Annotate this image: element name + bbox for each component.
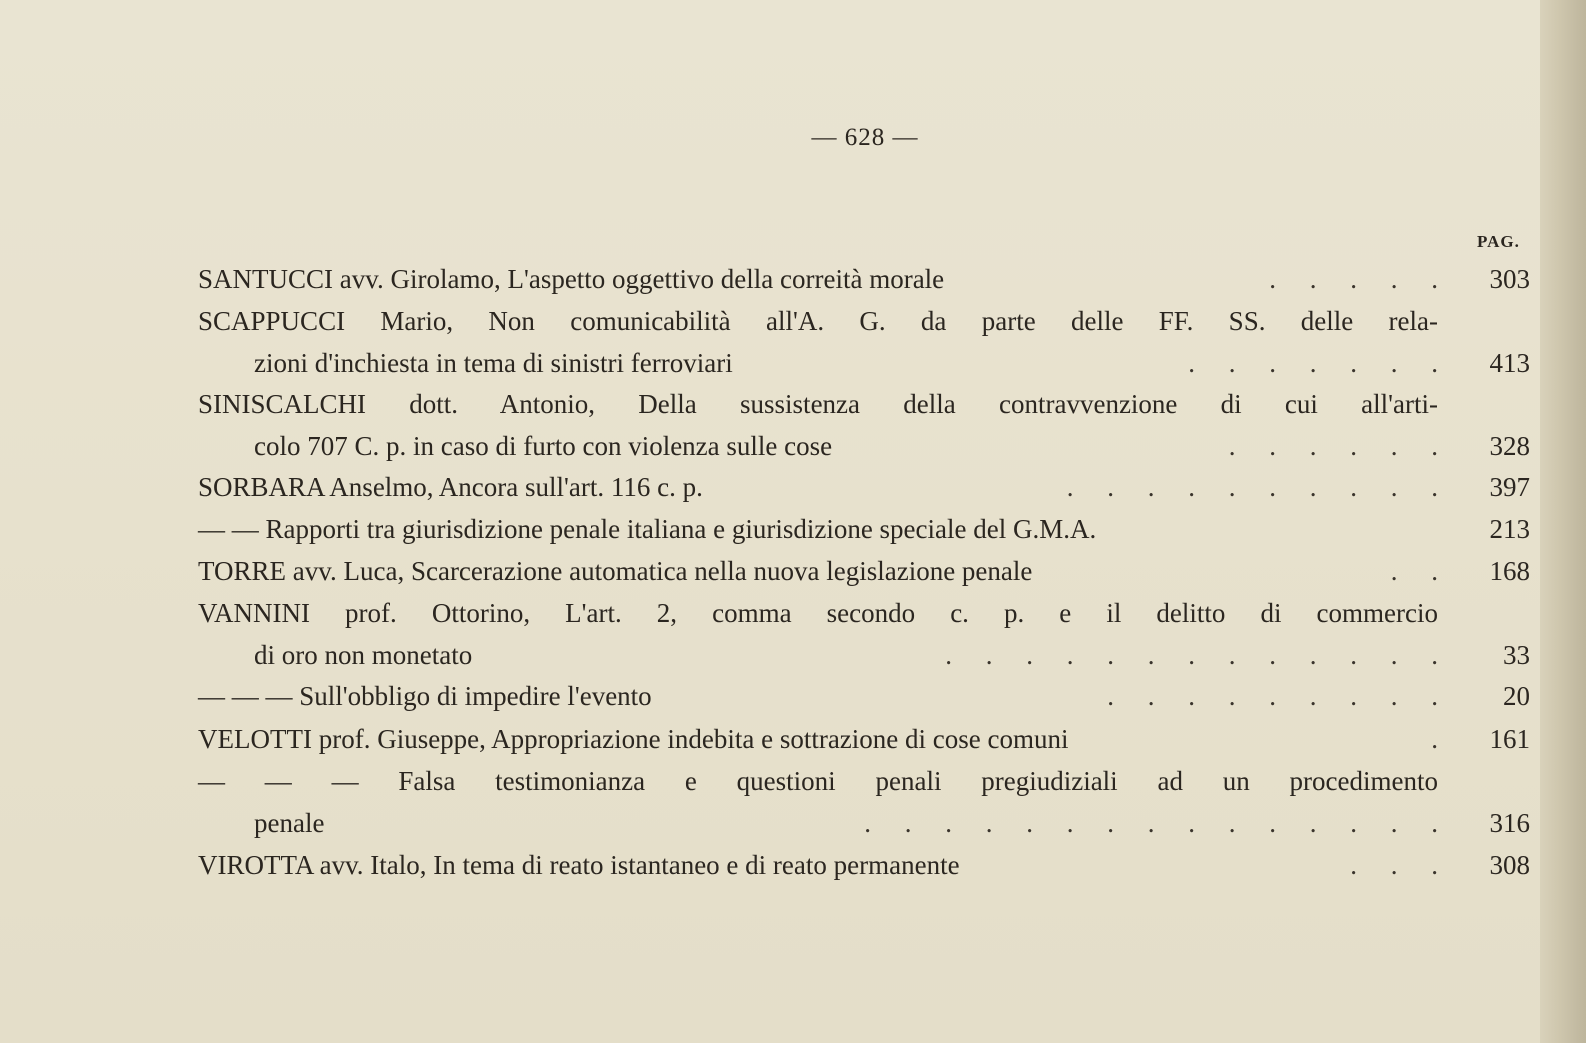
entry-line	[198, 509, 1530, 551]
entry-line	[198, 426, 1530, 468]
entry-text: SINISCALCHI dott. Antonio, Della sussistenza della contravvenzione di cui all'arti-	[198, 389, 1438, 419]
entry-text: colo 707 C. p. in caso di furto con violenza sulle cose	[254, 430, 833, 461]
entry-line	[198, 551, 1530, 593]
leader-dots: . . . . . . .	[1188, 347, 1438, 378]
index-entry	[198, 551, 1530, 593]
leader-dots: . . . . . .	[1228, 430, 1438, 461]
entry-text: VELOTTI prof. Giuseppe, Appropriazione indebita e sottrazione di cose comuni	[198, 724, 1069, 754]
entry-line	[198, 719, 1530, 761]
page-ref: 213	[1489, 514, 1530, 544]
entry-line	[198, 384, 1530, 426]
entry-line	[198, 467, 1530, 509]
page-number: — 628 —	[811, 124, 919, 151]
index-entry	[198, 384, 1530, 467]
page-ref: 33	[1503, 639, 1530, 670]
index-entry	[198, 676, 1530, 718]
entry-line	[198, 635, 1530, 677]
leader-dots: . . .	[1350, 850, 1438, 880]
page-ref: 397	[1489, 472, 1530, 502]
entry-text: di oro non monetato	[254, 639, 473, 670]
entry-line	[198, 343, 1530, 385]
entry-line	[198, 259, 1530, 301]
leader-dots: . .	[1390, 556, 1438, 586]
entry-line	[198, 761, 1530, 803]
page-ref: 413	[1489, 347, 1530, 378]
page-ref: 168	[1489, 556, 1530, 586]
page-column-label: PAG.	[1477, 232, 1520, 251]
entry-text: penale	[254, 807, 325, 838]
entry-text: SORBARA Anselmo, Ancora sull'art. 116 c. p.	[198, 472, 703, 502]
index-entry	[198, 719, 1530, 761]
leader-dots: .	[1431, 724, 1438, 754]
leader-dots: . . . . .	[1269, 264, 1438, 294]
entry-text: VANNINI prof. Ottorino, L'art. 2, comma secondo c. p. e il delitto di commercio	[198, 598, 1438, 628]
index-entry	[198, 467, 1530, 509]
index-entry	[198, 259, 1530, 301]
entry-text: — — Rapporti tra giurisdizione penale italiana e giurisdizione speciale del G.M.A.	[198, 514, 1097, 544]
index-entry	[198, 761, 1530, 844]
index-entry	[198, 301, 1530, 384]
entry-text: TORRE avv. Luca, Scarcerazione automatica nella nuova legislazione penale	[198, 556, 1033, 586]
entry-text: SCAPPUCCI Mario, Non comunicabilità all'A. G. da parte delle FF. SS. delle rela-	[198, 306, 1438, 336]
entry-text: VIROTTA avv. Italo, In tema di reato istantaneo e di reato permanente	[198, 850, 960, 880]
entry-line	[198, 845, 1530, 887]
entry-text: — — — Sull'obbligo di impedire l'evento	[198, 681, 652, 711]
leader-dots: . . . . . . . . . .	[1066, 472, 1438, 502]
index-entry	[198, 593, 1530, 676]
index-entry	[198, 845, 1530, 887]
page-ref: 303	[1489, 264, 1530, 294]
leader-dots: . . . . . . . . . . . . .	[945, 639, 1438, 670]
entry-text: zioni d'inchiesta in tema di sinistri ferroviari	[254, 347, 733, 378]
entry-line	[198, 803, 1530, 845]
entry-text: — — — Falsa testimonianza e questioni penali pregiudiziali ad un procedimento	[198, 766, 1438, 796]
page-ref: 316	[1489, 807, 1530, 838]
page-ref: 308	[1489, 850, 1530, 880]
page-edge	[1540, 0, 1586, 1043]
page-ref: 161	[1489, 724, 1530, 754]
page-ref: 328	[1489, 430, 1530, 461]
page-ref: 20	[1503, 681, 1530, 711]
index-entry	[198, 509, 1530, 551]
entry-line	[198, 301, 1530, 343]
entry-line	[198, 676, 1530, 718]
leader-dots: . . . . . . . . . . . . . . .	[864, 807, 1438, 838]
entry-text: SANTUCCI avv. Girolamo, L'aspetto oggettivo della correità morale	[198, 264, 945, 294]
leader-dots: . . . . . . . . .	[1107, 681, 1438, 711]
entry-line	[198, 593, 1530, 635]
